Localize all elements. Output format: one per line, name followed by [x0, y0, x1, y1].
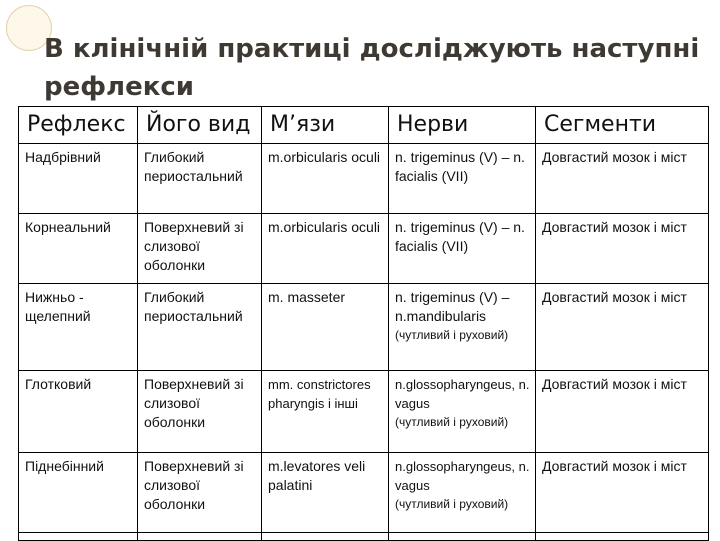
- nerves-text: n. trigeminus (V) – n. facialis (VII): [395, 219, 525, 254]
- cell-segments: Довгастий мозок і міст: [536, 214, 709, 284]
- nerves-text: n.glossopharyngeus, n. vagus: [395, 459, 530, 493]
- table-header-row: [19, 107, 709, 144]
- cell-type: Глибокий периостальний: [138, 144, 262, 214]
- cell-type: Поверхневий зі слизової оболонки: [138, 214, 262, 284]
- table-row: [19, 453, 709, 533]
- table-row: [19, 371, 709, 453]
- cell-type: Поверхневий зі слизової оболонки: [138, 371, 262, 453]
- table-row: [19, 214, 709, 284]
- cell-muscles: m.orbicularis oculi: [262, 144, 389, 214]
- cell-muscles: m.orbicularis oculi: [262, 214, 389, 284]
- nerves-note: (чутливий і руховий): [395, 415, 509, 429]
- cell-nerves: [389, 284, 536, 371]
- nerves-text: n. trigeminus (V) – n. facialis (VII): [395, 149, 525, 184]
- cell-type: Глибокий периостальний: [138, 284, 262, 371]
- nerves-text: n.glossopharyngeus, n. vagus: [395, 377, 530, 411]
- header-nerves: Нерви: [389, 107, 536, 144]
- table-row: [19, 144, 709, 214]
- header-type: Його вид: [138, 107, 262, 144]
- cell-nerves: [389, 371, 536, 453]
- cell-reflex: Піднебінний: [19, 453, 138, 533]
- cell-segments: Довгастий мозок і міст: [536, 371, 709, 453]
- cell-segments: Довгастий мозок і міст: [536, 453, 709, 533]
- cell-segments: Довгастий мозок і міст: [536, 284, 709, 371]
- cell-reflex: Корнеальний: [19, 214, 138, 284]
- cell-reflex: Надбрівний: [19, 144, 138, 214]
- cell-nerves: [389, 144, 536, 214]
- cell-type: Поверхневий зі слизової оболонки: [138, 453, 262, 533]
- nerves-note: (чутливий і руховий): [395, 328, 509, 342]
- slide-title: В клінічній практиці досліджують наступні рефлекси: [44, 34, 700, 102]
- table-row-partial: [19, 533, 709, 541]
- cell-reflex: Нижньо - щелепний: [19, 284, 138, 371]
- nerves-note: (чутливий і руховий): [395, 497, 509, 511]
- table-row: [19, 284, 709, 371]
- cell-muscles: mm. constrictores pharyngis і інші: [262, 371, 389, 453]
- cell-nerves: [389, 214, 536, 284]
- header-reflex: Рефлекс: [19, 107, 138, 144]
- reflex-table: [18, 106, 709, 541]
- header-segments: Сегменти: [536, 107, 709, 144]
- cell-muscles: m. masseter: [262, 284, 389, 371]
- nerves-text: n. trigeminus (V) – n.mandibularis: [395, 289, 510, 324]
- cell-segments: Довгастий мозок і міст: [536, 144, 709, 214]
- cell-nerves: [389, 453, 536, 533]
- cell-muscles: m.levatores veli palatini: [262, 453, 389, 533]
- header-muscles: М’язи: [262, 107, 389, 144]
- cell-reflex: Глотковий: [19, 371, 138, 453]
